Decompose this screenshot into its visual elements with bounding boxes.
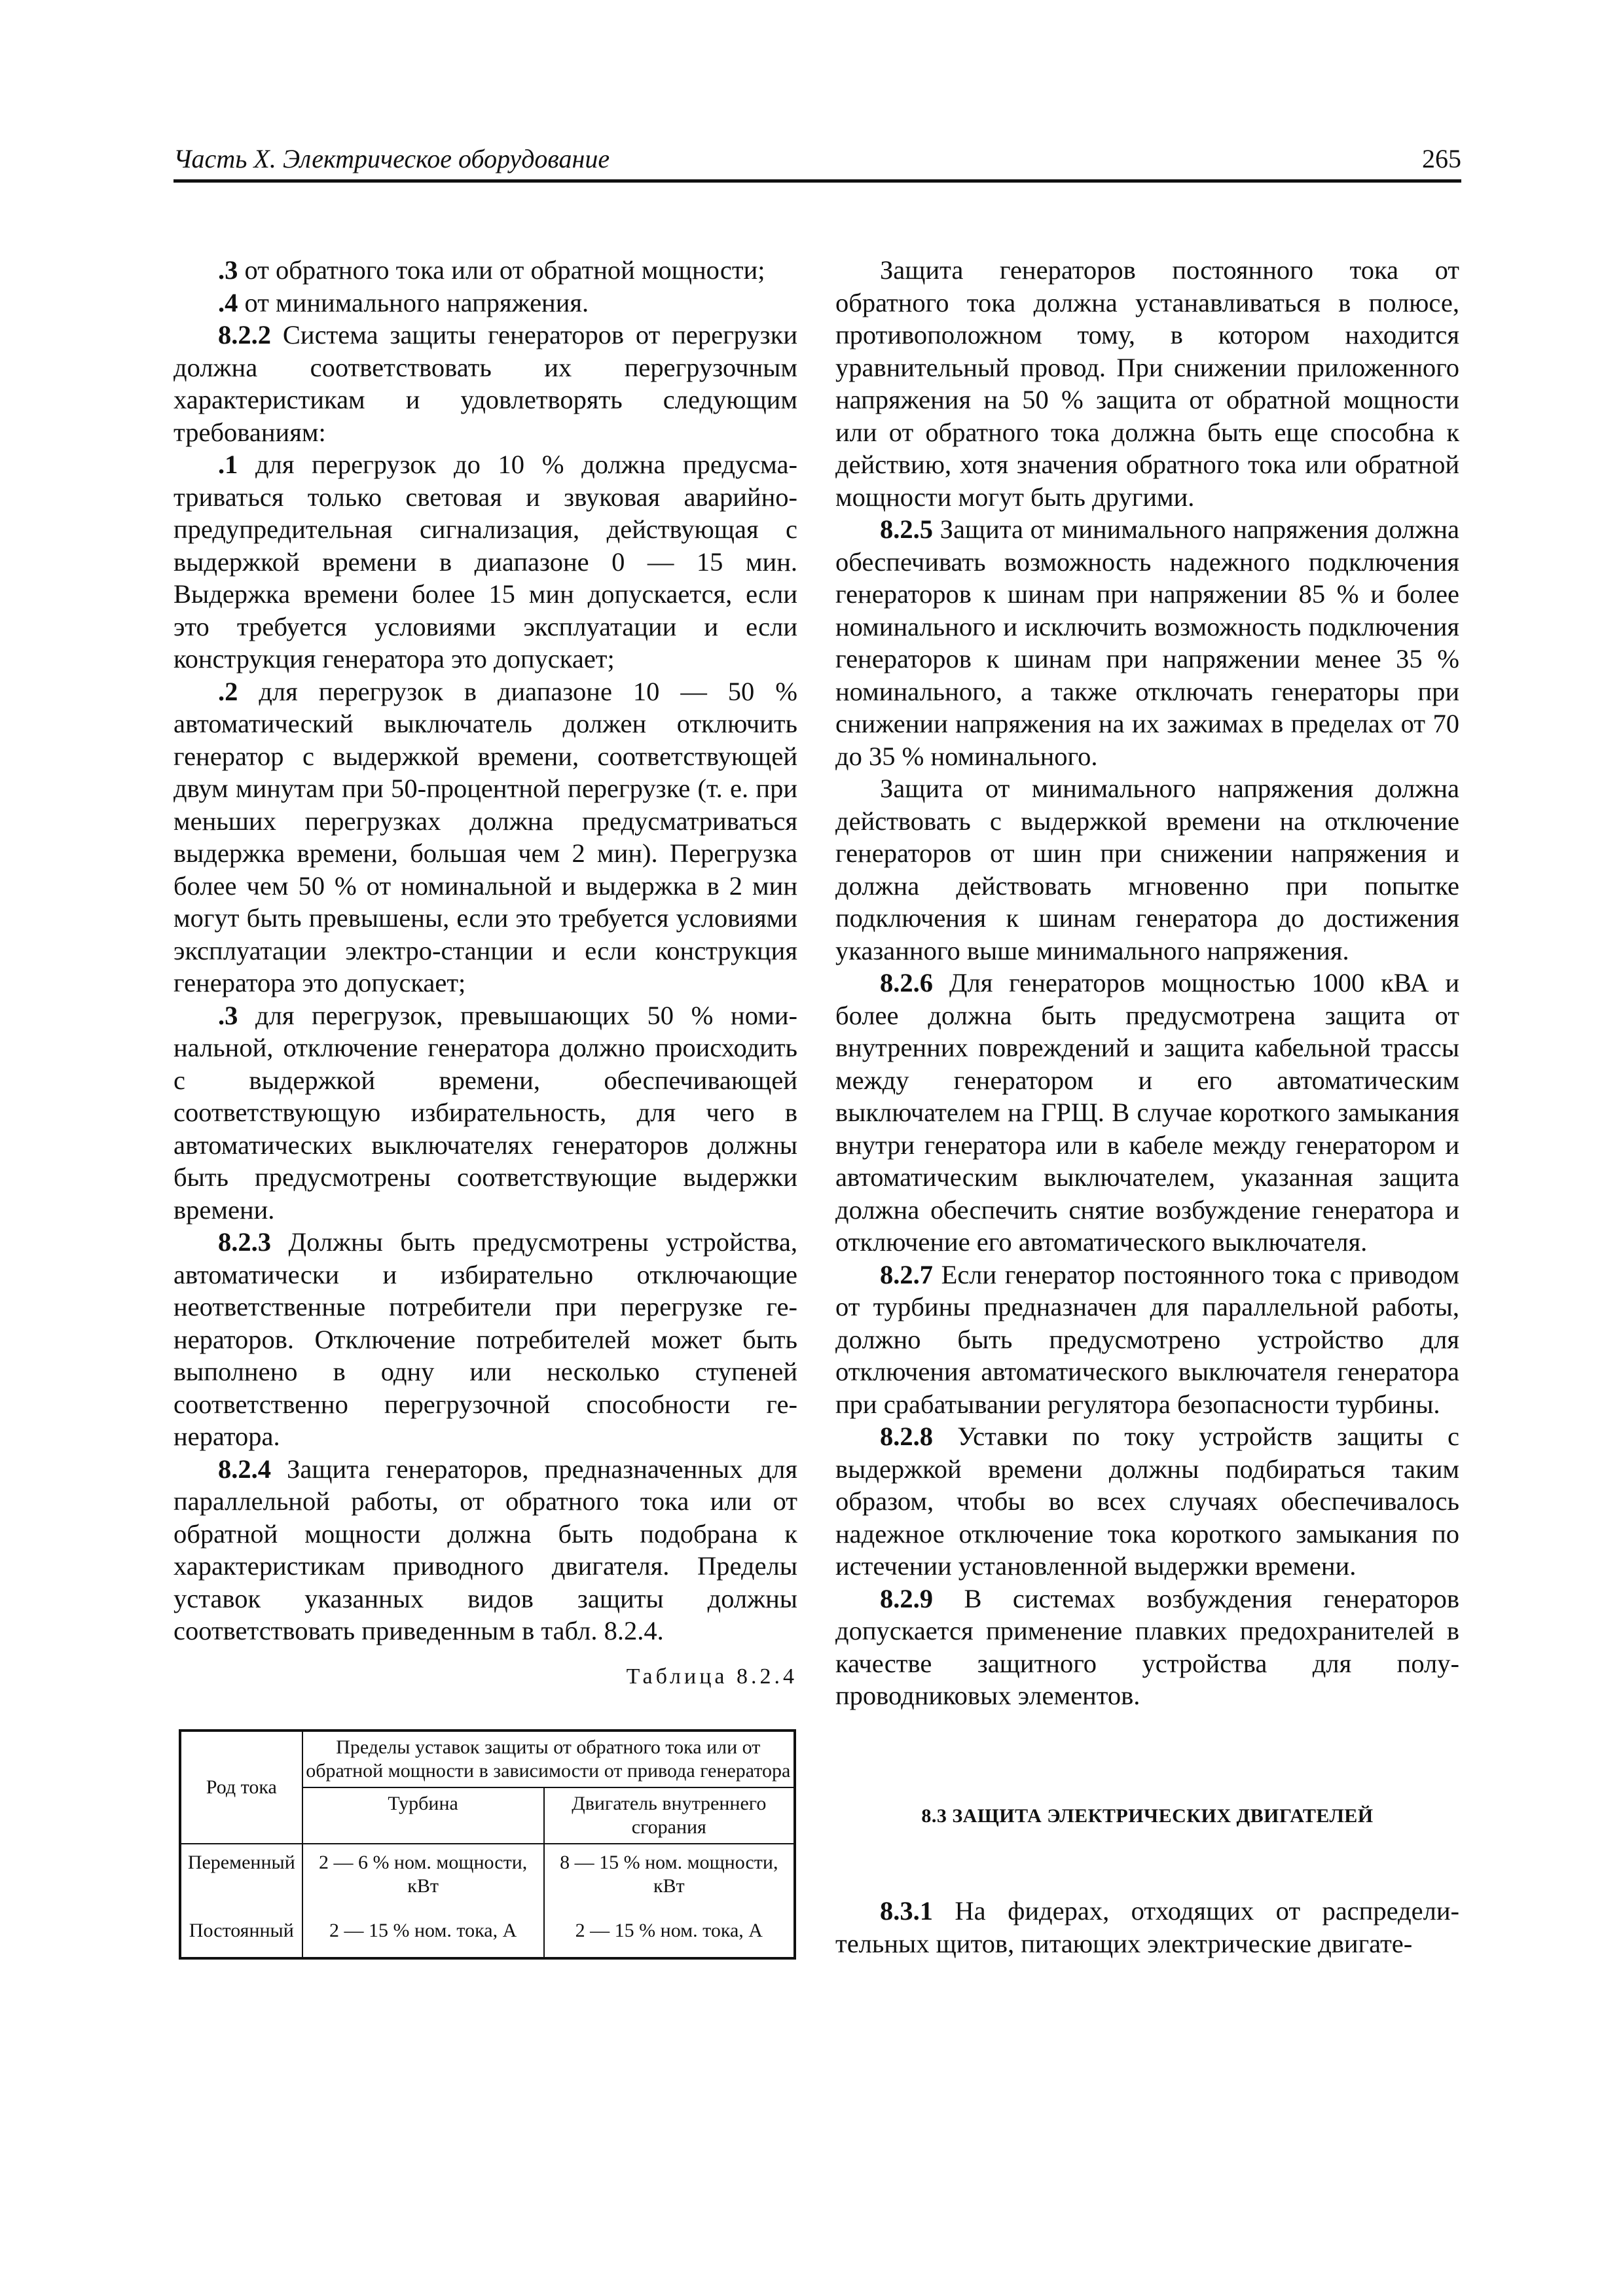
- paragraph: [173, 999, 797, 1227]
- paragraph: [835, 967, 1459, 1259]
- paragraph: [173, 448, 797, 675]
- paragraph: [835, 772, 1459, 967]
- clause-number: 8.3.1: [880, 1896, 933, 1926]
- running-title: Часть X. Электрическое оборудование: [173, 144, 610, 173]
- table-header-cell: Двигатель внутреннего сгорания: [544, 1787, 795, 1844]
- table-row: [180, 1844, 795, 1912]
- table-header-cell: Род тока: [180, 1731, 302, 1844]
- section-heading: 8.3 ЗАЩИТА ЭЛЕКТРИЧЕСКИХ ДВИГАТЕЛЕЙ: [921, 1804, 1374, 1827]
- clause-number: 8.2.3: [218, 1227, 271, 1257]
- paragraph-text: от минимального напряжения.: [238, 287, 589, 317]
- paragraph: [835, 1259, 1459, 1421]
- page-number: 265: [1422, 144, 1461, 173]
- right-column: [835, 254, 1459, 1960]
- table-caption: Таблица 8.2.4: [626, 1664, 797, 1689]
- left-column: [173, 254, 797, 1960]
- paragraph: [835, 254, 1459, 513]
- item-number: .1: [218, 450, 238, 479]
- clause-number: 8.2.2: [218, 320, 271, 350]
- paragraph: [173, 1226, 797, 1453]
- paragraph: [835, 1583, 1459, 1712]
- item-number: .2: [218, 676, 238, 706]
- paragraph-text: На фидерах, отходящих от распределительных щитов, питающих электрические двигате-: [835, 1896, 1459, 1958]
- table-cell: Переменный: [180, 1844, 302, 1912]
- running-header: [173, 145, 1461, 183]
- clause-number: 8.2.6: [880, 968, 933, 997]
- paragraph: [173, 675, 797, 999]
- clause-number: 8.2.5: [880, 514, 933, 544]
- paragraph-text: В системах возбуждения генераторов допускается применение плавких предохранителей в качестве защитного устройства для полупроводниковых элементов.: [835, 1583, 1459, 1710]
- paragraph-text: Должны быть предусмотрены устройства, автоматически и избирательно отключающие неответственные потребители при перегрузке генераторов. Отключение потребителей может быть выполнено в одну или несколько ступеней соответственно перегрузочной способности генератора.: [173, 1227, 797, 1451]
- paragraph: [835, 513, 1459, 772]
- paragraph-text: Уставки по току устройств защиты с выдержкой времени должны подбираться таким образом, чтобы во всех случаях обеспечивалось надежное отключение тока короткого замыкания по истечении установленной выдержки времени.: [835, 1422, 1459, 1581]
- paragraph-text: Защита генераторов постоянного тока от обратного тока должна устанавливаться в полюсе, противоположном тому, в котором находится уравнительный провод. При снижении приложенного напряжения на 50 % защита от обратной мощности или от обратного тока должна быть еще способна к действию, хотя значения обратного тока или обратной мощности могут быть другими.: [835, 255, 1459, 512]
- paragraph: [173, 319, 797, 448]
- table-cell: 2 — 15 % ном. тока, А: [302, 1912, 544, 1958]
- paragraph-text: Защита от минимального напряжения должна обеспечивать возможность надежного подключения генераторов к шинам при напряжении 85 % и более номинального и исключить возможность подключения генераторов к шинам при напряжении менее 35 % номинального, а также отключать генераторы при снижении напряжения на их зажимах в пределах от 70 до 35 % номинального.: [835, 514, 1459, 771]
- item-number: .3: [218, 255, 238, 285]
- paragraph-text: для перегрузок до 10 % должна предусматриваться только световая и звуковая аварийно-предупредительная сигнализация, действующая с выдержкой времени в диапазоне 0 — 15 мин. Выдержка времени более 15 мин допускается, если это требуется условиями эксплуатации и если конструкция генератора это допускает;: [173, 450, 797, 673]
- table-header-cell: Пределы уставок защиты от обратного тока или от обратной мощности в зависимости от привода генератора: [302, 1731, 795, 1787]
- paragraph: [173, 287, 797, 319]
- table-header-cell: Турбина: [302, 1787, 544, 1844]
- table-cell: 8 — 15 % ном. мощности, кВт: [544, 1844, 795, 1912]
- table-cell: 2 — 6 % ном. мощности, кВт: [302, 1844, 544, 1912]
- paragraph-text: Система защиты генераторов от перегрузки должна соответствовать их перегрузочным характеристикам и удовлетворять следующим требованиям:: [173, 320, 797, 447]
- table-cell: 2 — 15 % ном. тока, А: [544, 1912, 795, 1958]
- clause-number: 8.2.8: [880, 1422, 933, 1451]
- paragraph: [173, 1453, 797, 1647]
- clause-number: 8.2.4: [218, 1454, 271, 1484]
- item-number: .4: [218, 287, 238, 317]
- paragraph-text: для перегрузок в диапазоне 10 — 50 % автоматический выключатель должен отключить генератор с выдержкой времени, соответствующей двум минутам при 50-процентной перегрузке (т. е. при меньших перегрузках должна предусматриваться выдержка времени, большая чем 2 мин). Перегрузка более чем 50 % от номинальной и выдержка в 2 мин могут быть превышены, если это требуется условиями эксплуатации электро-станции и если конструкция генератора это допускает;: [173, 676, 797, 997]
- paragraph: [173, 254, 797, 287]
- paragraph-text: Защита от минимального напряжения должна действовать с выдержкой времени на отключение генераторов от шин при снижении напряжения и должна действовать мгновенно при попытке подключения к шинам генератора до достижения указанного выше минимального напряжения.: [835, 774, 1459, 965]
- settings-table: [179, 1729, 796, 1960]
- clause-number: 8.2.7: [880, 1259, 933, 1289]
- paragraph-text: для перегрузок, превышающих 50 % номинальной, отключение генератора должно происходить с выдержкой времени, обеспечивающей соответствующую избирательность, для чего в автоматических выключателях генераторов должны быть предусмотрены соответствующие выдержки времени.: [173, 1000, 797, 1225]
- paragraph-text: Защита генераторов, предназначенных для параллельной работы, от обратного тока или от обратной мощности должна быть подобрана к характеристикам приводного двигателя. Пределы уставок указанных видов защиты должны соответствовать приведенным в табл. 8.2.4.: [173, 1454, 797, 1645]
- paragraph-text: от обратного тока или от обратной мощности;: [238, 255, 765, 285]
- clause-number: 8.2.9: [880, 1583, 933, 1613]
- paragraph-text: Для генераторов мощностью 1000 кВА и более должна быть предусмотрена защита от внутренних повреждений и защита кабельной трассы между генератором и его автоматическим выключателем на ГРЩ. В случае короткого замыкания внутри генератора или в кабеле между генератором и автоматическим выключателем, указанная защита должна обеспечить снятие возбуждение генератора и отключение его автоматического выключателя.: [835, 968, 1459, 1257]
- item-number: .3: [218, 1000, 238, 1030]
- paragraph: [835, 1895, 1459, 1960]
- table-row: [180, 1912, 795, 1958]
- paragraph-text: Если генератор постоянного тока с приводом от турбины предназначен для параллельной работы, должно быть предусмотрено устройство для отключения автоматического выключателя генератора при срабатывании регулятора безопасности турбины.: [835, 1259, 1459, 1419]
- paragraph: [835, 1420, 1459, 1583]
- table-cell: Постоянный: [180, 1912, 302, 1958]
